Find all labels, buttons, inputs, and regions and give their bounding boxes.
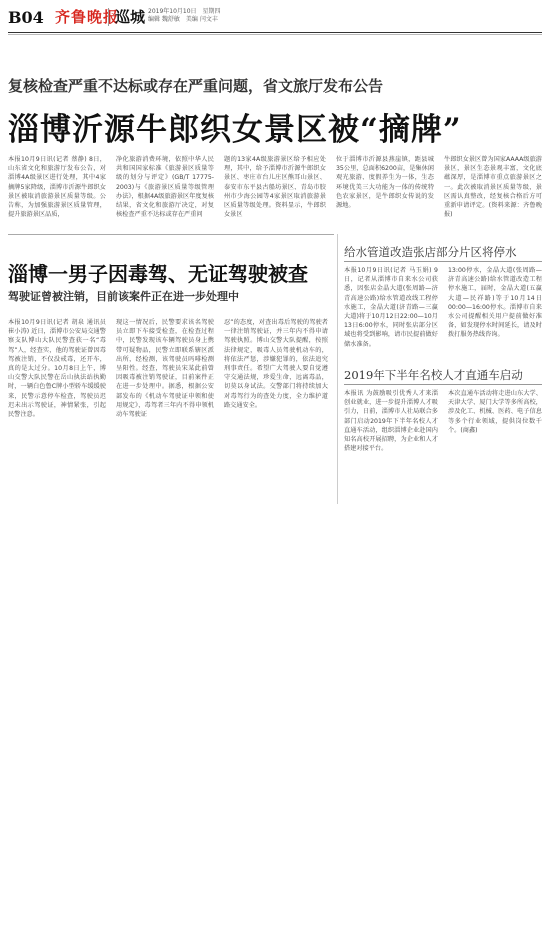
second-subhead: 驾驶证曾被注销，目前该案件正在进一步处理中 bbox=[8, 290, 239, 303]
editor-line: 编辑 魏舒敏 美编 闫文丰 bbox=[148, 16, 218, 23]
masthead-meta bbox=[148, 8, 221, 24]
masthead-rule-thin bbox=[8, 34, 542, 35]
side1-column-2: 13:00停水，金晶大道(张周路—济青高速公路)给水管道改造工程停水施工，届时，金晶大道(五赢大道—民祥路)等于10月14日00:00—16:00停水。淄博市自来水公司提醒相关用户提前做好准备，如发现停水时间延长，请及时拨打服务热线咨询。 bbox=[448, 267, 542, 339]
lead-column-5: 牛郎织女景区曾为国家AAAA级旅游景区，景区生态景观丰富，文化底蕴深厚，是淄博市重点旅游景区之一。此次被取消景区质量等级，景区需认真整改，经复核合格后方可重新申请评定。(资料来源：齐鲁晚报) bbox=[444, 156, 542, 219]
side2-column-1: 本报讯 为鼓励吸引优秀人才来淄创业就业，进一步提升淄博人才吸引力，日前，淄博市人社局联合多部门启动2019年下半年名校人才直通车活动，组织淄博企业赴国内知名高校开展招聘，为企业和人才搭建对接平台。 bbox=[344, 390, 438, 453]
lead-headline: 淄博沂源牛郎织女景区被“摘牌” bbox=[8, 112, 462, 148]
side1-rule bbox=[344, 261, 542, 262]
side2-rule bbox=[344, 384, 542, 385]
second-column-3: 忍”的态度，对查出毒后驾驶的驾驶者一律注销驾驶证，并三年内不得申请驾驶执照。博山交警大队提醒，按照法律规定，吸毒人员驾驶机动车的，将依法严惩，涉嫌犯罪的，依法追究刑事责任。希望广大驾驶人要自觉遵守交通法规，珍爱生命，远离毒品，切莫以身试法。交警部门将持续加大对毒驾行为的查处力度，全力维护道路交通安全。 bbox=[224, 319, 328, 409]
lead-bottom-rule bbox=[8, 234, 334, 235]
second-headline: 淄博一男子因毒驾、无证驾驶被查 bbox=[8, 262, 308, 286]
side1-headline: 给水管道改造张店部分片区将停水 bbox=[344, 245, 517, 259]
lead-kicker: 复核检查严重不达标或存在严重问题，省文旅厅发布公告 bbox=[8, 77, 384, 95]
side2-headline: 2019年下半年名校人才直通车启动 bbox=[344, 368, 523, 382]
lead-column-2: 净化旅游消费环境，依照中华人民共和国国家标准《旅游景区质量等级的划分与评定》(GB/T 17775-2003)与《旅游景区质量等级管理办法》，根据4A级旅游景区年度复核结果，省文化和旅游厅决定，对复核检查严重不达标或存在严重问 bbox=[116, 156, 214, 219]
lead-column-3: 题的13家4A级旅游景区给予相应处理，其中，给予淄博市沂源牛郎织女景区、枣庄市台儿庄区熊耳山景区、泰安市东平县古船坊景区、青岛市胶州市少海公园等4家景区取消旅游景区质量等级处理。资料显示，牛郎织女景区 bbox=[224, 156, 326, 219]
side1-column-1: 本报10月9日讯(记者 马玉娟) 9日，记者从淄博市自来水公司获悉，因张店金晶大道(张周路—济青高速公路)给水管道改线工程停水施工，金晶大道(济青路—三赢大道)将于10月12日22:00—10月13日6:00停水，同时张店部分区域也将受到影响，请市民提前做好储水准备。 bbox=[344, 267, 438, 348]
section-name: 巡城 bbox=[108, 8, 145, 26]
lead-column-1: 本报10月9日讯(记者 蔡静) 8日，山东省文化和旅游厅发布公告，对淄博4A级景区进行处理，其中4家摘牌5家降级，淄博市沂源牛郎织女景区被取消旅游景区质量等级。公告称，为加强旅游景区质量管理，提升旅游景区品质， bbox=[8, 156, 106, 219]
column-divider bbox=[337, 234, 338, 504]
second-column-2: 现这一情况后，民警要求该名驾驶员立即下车接受检查，在检查过程中，民警发现该车辆驾驶员身上携带可疑物品，民警立即联系辖区派出所，经检测，该驾驶员吗啡检测呈阳性。经查，驾驶员宋某此前曾因吸毒被注销驾驶证，目前案件正在进一步处理中。据悉，根据公安部发布的《机动车驾驶证申领和使用规定》，毒驾者三年内不得申领机动车驾驶证 bbox=[116, 319, 214, 419]
side2-column-2: 本次直通车活动将走进山东大学、天津大学、厦门大学等多所高校，涉及化工、机械、医药、电子信息等多个行业领域，提供岗位数千个。(商鑫) bbox=[448, 390, 542, 434]
masthead-rule bbox=[8, 32, 542, 33]
lead-column-4: 位于淄博市沂源县燕崖镇，距县城35公里，总面积6200亩，是集休闲观光旅游、度假养生为一体，生态环境优美三大功能为一体的传统特色农家景区，是牛郎织女传说的发源地。 bbox=[336, 156, 434, 210]
second-column-1: 本报10月9日讯(记者 胡泉 通讯员 崔小涛) 近日，淄博市公安局交通警察支队博山大队民警查获一名“毒驾”人，经查实，他的驾驶证曾因毒驾被注销，不仅没戒毒，还开车，真的是太过分。10月8日上午，博山交警大队民警在岳山执法站执勤时，一辆白色鲁C牌小型轿车缓缓驶来，民警示意停车检查，驾驶员迟迟未出示驾驶证，神情紧张，引起民警注意。 bbox=[8, 319, 106, 419]
newspaper-logo: 齐鲁晚报 bbox=[55, 8, 120, 26]
date-line: 2019年10月10日 星期四 bbox=[148, 8, 221, 15]
page-number: B04 bbox=[8, 8, 44, 27]
